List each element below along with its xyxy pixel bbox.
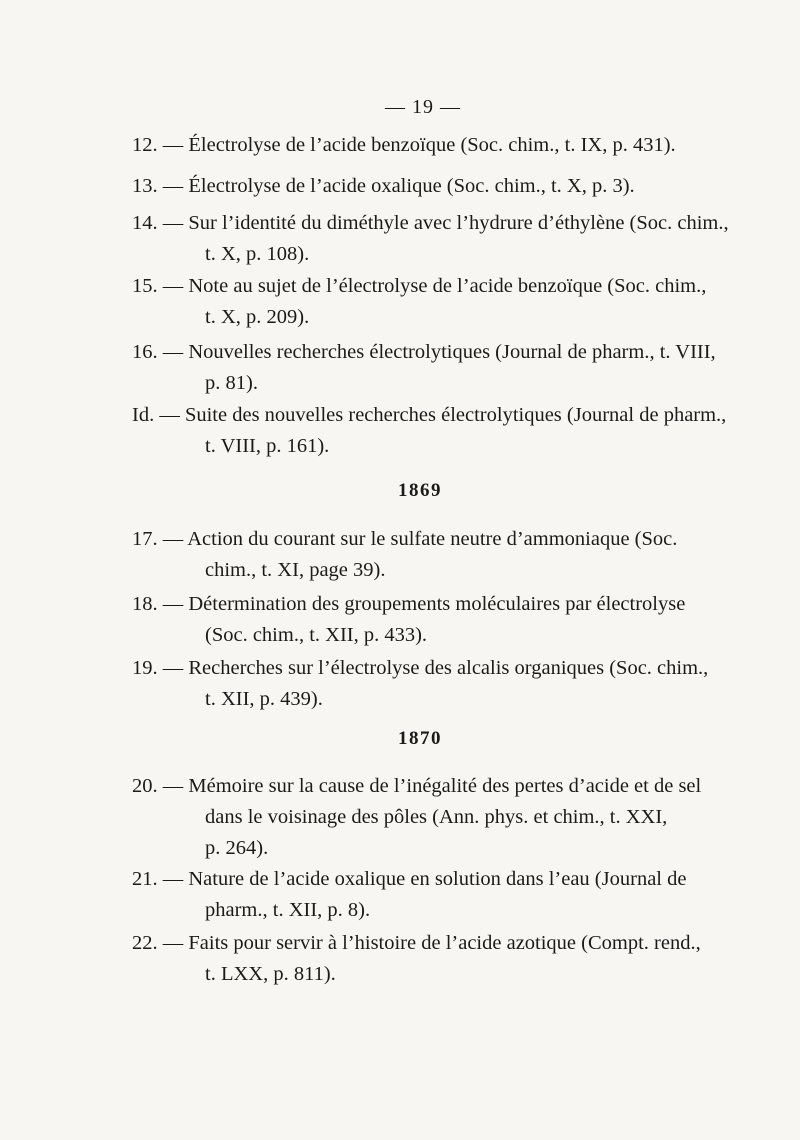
- bibliography-entry-14: [132, 208, 729, 270]
- entry-text: 14. — Sur l’identité du diméthyle avec l’hydrure d’éthylène (Soc. chim.,: [132, 212, 729, 234]
- entry-text: Id. — Suite des nouvelles recherches électrolytiques (Journal de pharm.,: [132, 404, 727, 426]
- entry-text: 12. — Électrolyse de l’acide benzoïque (Soc. chim., t. IX, p. 431).: [132, 134, 676, 156]
- bibliography-entry-22: [132, 928, 701, 990]
- entry-text-continued: pharm., t. XII, p. 8).: [205, 899, 371, 921]
- entry-text-continued: (Soc. chim., t. XII, p. 433).: [205, 624, 428, 646]
- entry-text: 22. — Faits pour servir à l’histoire de l’acide azotique (Compt. rend.,: [132, 932, 701, 954]
- entry-text-continued: t. VIII, p. 161).: [205, 435, 330, 457]
- entry-text-continued: p. 264).: [205, 837, 269, 859]
- entry-text: 19. — Recherches sur l’électrolyse des alcalis organiques (Soc. chim.,: [132, 657, 709, 679]
- page-number: — 19 —: [385, 96, 461, 118]
- bibliography-entry-15: [132, 271, 707, 333]
- entry-text: 18. — Détermination des groupements moléculaires par électrolyse: [132, 593, 686, 615]
- bibliography-entry-16: [132, 337, 716, 399]
- entry-text-continued: chim., t. XI, page 39).: [205, 559, 386, 581]
- bibliography-entry-18: [132, 589, 692, 651]
- entry-text: 21. — Nature de l’acide oxalique en solution dans l’eau (Journal de: [132, 868, 687, 890]
- entry-text: 13. — Électrolyse de l’acide oxalique (Soc. chim., t. X, p. 3).: [132, 175, 635, 197]
- entry-text: 16. — Nouvelles recherches électrolytiques (Journal de pharm., t. VIII,: [132, 341, 716, 363]
- entry-text-continued: t. X, p. 108).: [205, 243, 310, 265]
- entry-text-continued: t. X, p. 209).: [205, 306, 310, 328]
- year-heading-1869: 1869: [398, 480, 442, 501]
- bibliography-entry-21: [132, 864, 692, 926]
- entry-text-continued: t. LXX, p. 811).: [205, 963, 336, 985]
- bibliography-entry-20: [132, 771, 702, 864]
- entry-text-continued: t. XII, p. 439).: [205, 688, 323, 710]
- entry-text-continued: dans le voisinage des pôles (Ann. phys. et chim., t. XXI,: [205, 806, 668, 828]
- bibliography-entry-13: [132, 171, 692, 202]
- entry-text: 17. — Action du courant sur le sulfate neutre d’ammoniaque (Soc.: [132, 528, 678, 550]
- bibliography-entry-12: [132, 130, 692, 161]
- bibliography-entry-19: [132, 653, 709, 715]
- year-heading-1870: 1870: [398, 728, 442, 749]
- bibliography-entry-id: [132, 400, 727, 462]
- entry-text-continued: p. 81).: [205, 372, 258, 394]
- bibliography-entry-17: [132, 524, 692, 586]
- entry-text: 15. — Note au sujet de l’électrolyse de l’acide benzoïque (Soc. chim.,: [132, 275, 707, 297]
- entry-text: 20. — Mémoire sur la cause de l’inégalité des pertes d’acide et de sel: [132, 775, 702, 797]
